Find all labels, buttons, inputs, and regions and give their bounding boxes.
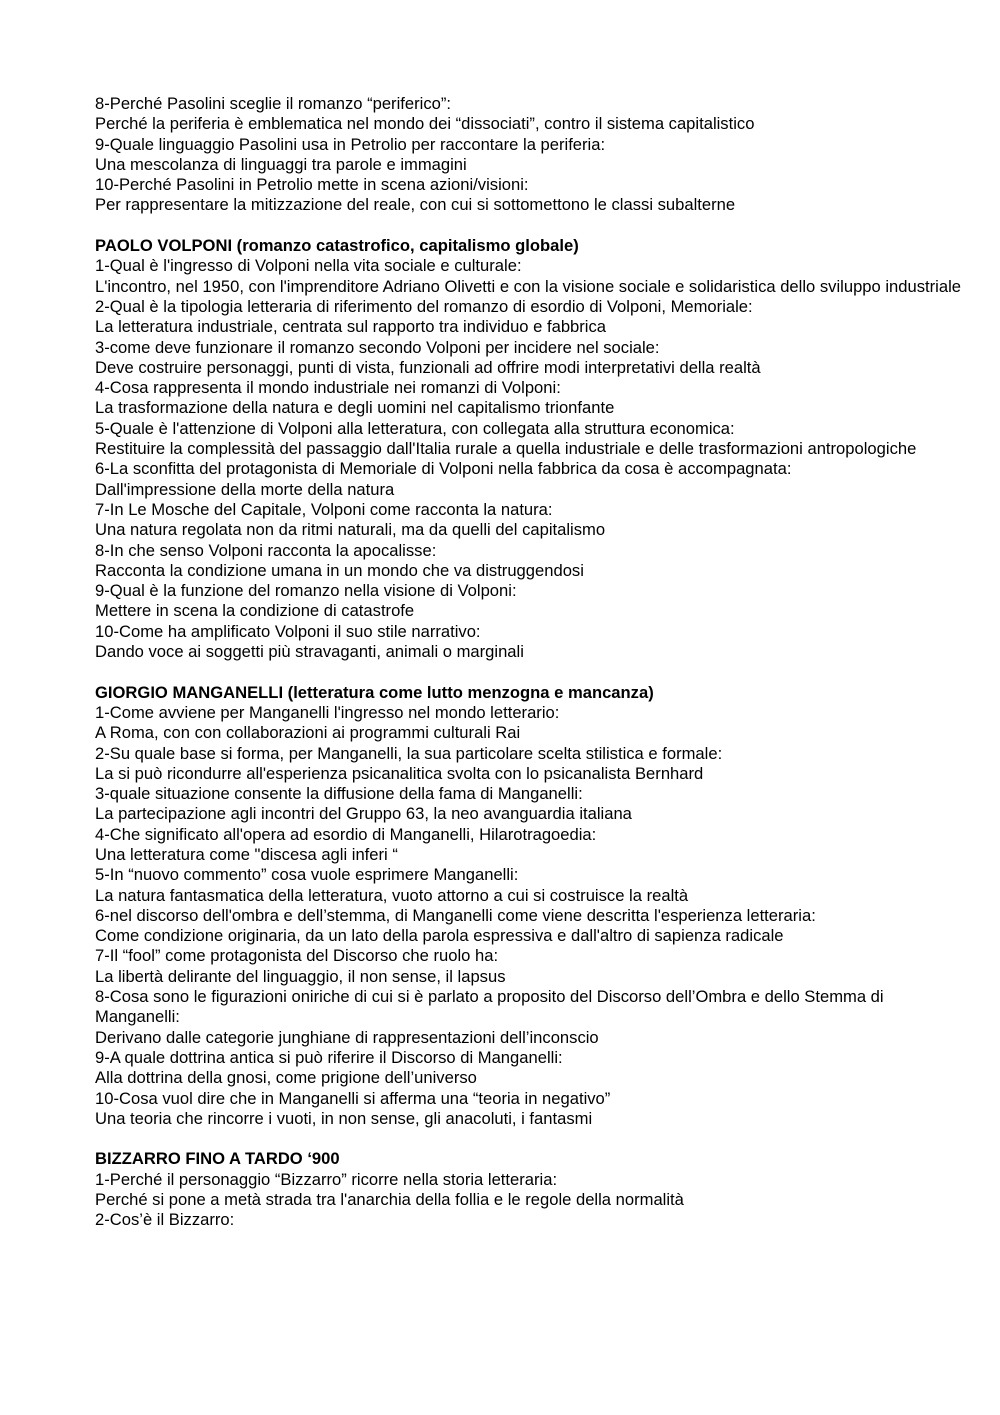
question-line: 7-In Le Mosche del Capitale, Volponi come racconta la natura: <box>95 499 553 519</box>
question-line: 8-In che senso Volponi racconta la apocalisse: <box>95 540 437 560</box>
question-line: 3-come deve funzionare il romanzo secondo Volponi per incidere nel sociale: <box>95 337 660 357</box>
text-line: Una mescolanza di linguaggi tra parole e immagini <box>95 154 467 174</box>
section-spacer <box>95 1129 965 1149</box>
answer-line: Alla dottrina della gnosi, come prigione dell’universo <box>95 1068 477 1088</box>
answer-line: La natura fantasmatica della letteratura, vuoto attorno a cui si costruisce la realtà <box>95 885 689 905</box>
text-line: Per rappresentare la mitizzazione del reale, con cui si sottomettono le classi subalterne <box>95 195 736 215</box>
question-line: 3-quale situazione consente la diffusione della fama di Manganelli: <box>95 784 583 804</box>
text-line: 9-Quale linguaggio Pasolini usa in Petrolio per raccontare la periferia: <box>95 134 606 154</box>
section-heading: BIZZARRO FINO A TARDO ‘900 <box>95 1149 340 1169</box>
question-line: 6-La sconfitta del protagonista di Memoriale di Volponi nella fabbrica da cosa è accompagnata: <box>95 459 792 479</box>
question-line: 1-Come avviene per Manganelli l'ingresso nel mondo letterario: <box>95 702 560 722</box>
answer-line: Racconta la condizione umana in un mondo che va distruggendosi <box>95 560 584 580</box>
answer-line: La libertà delirante del linguaggio, il non sense, il lapsus <box>95 966 506 986</box>
question-line: 8-Cosa sono le figurazioni oniriche di cui si è parlato a proposito del Discorso dell’Ombra e dello Stemma di Manganelli: <box>95 987 884 1027</box>
question-line: 5-Quale è l'attenzione di Volponi alla letteratura, con collegata alla struttura economica: <box>95 418 735 438</box>
answer-line: Dall'impressione della morte della natura <box>95 479 395 499</box>
answer-line: Derivano dalle categorie junghiane di rappresentazioni dell’inconscio <box>95 1027 599 1047</box>
answer-line: Deve costruire personaggi, punti di vista, funzionali ad offrire modi interpretativi della realtà <box>95 357 761 377</box>
section <box>95 1149 965 1230</box>
answer-line: A Roma, con con collaborazioni ai programmi culturali Rai <box>95 723 521 743</box>
question-line: 4-Cosa rappresenta il mondo industriale nei romanzi di Volponi: <box>95 378 561 398</box>
section-spacer <box>95 662 965 682</box>
question-line: 10-Cosa vuol dire che in Manganelli si afferma una “teoria in negativo” <box>95 1088 611 1108</box>
section-heading: PAOLO VOLPONI (romanzo catastrofico, capitalismo globale) <box>95 236 579 256</box>
answer-line: La letteratura industriale, centrata sul rapporto tra individuo e fabbrica <box>95 317 607 337</box>
sections-container <box>95 216 965 1231</box>
question-line: 9-A quale dottrina antica si può riferire il Discorso di Manganelli: <box>95 1047 563 1067</box>
answer-line: Una letteratura come "discesa agli inferi “ <box>95 844 398 864</box>
question-line: 2-Su quale base si forma, per Manganelli, la sua particolare scelta stilistica e formale: <box>95 743 723 763</box>
question-line: 2-Qual è la tipologia letteraria di riferimento del romanzo di esordio di Volponi, Memoriale: <box>95 296 753 316</box>
intro-block <box>95 94 965 216</box>
question-line: 2-Cos’è il Bizzarro: <box>95 1210 235 1230</box>
answer-line: La trasformazione della natura e degli uomini nel capitalismo trionfante <box>95 398 615 418</box>
section-spacer <box>95 216 965 236</box>
question-line: 7-Il “fool” come protagonista del Discorso che ruolo ha: <box>95 946 499 966</box>
text-line: 10-Perché Pasolini in Petrolio mette in scena azioni/visioni: <box>95 175 529 195</box>
section-heading: GIORGIO MANGANELLI (letteratura come lutto menzogna e mancanza) <box>95 682 654 702</box>
answer-line: Restituire la complessità del passaggio dall'Italia rurale a quella industriale e delle trasformazioni antropologiche <box>95 439 917 459</box>
question-line: 6-nel discorso dell'ombra e dell’stemma, di Manganelli come viene descritta l'esperienza letteraria: <box>95 905 816 925</box>
text-line: Perché la periferia è emblematica nel mondo dei “dissociati”, contro il sistema capitalistico <box>95 114 755 134</box>
question-line: 9-Qual è la funzione del romanzo nella visione di Volponi: <box>95 581 517 601</box>
question-line: 4-Che significato all'opera ad esordio di Manganelli, Hilarotragoedia: <box>95 824 597 844</box>
section <box>95 236 965 662</box>
answer-line: Perché si pone a metà strada tra l'anarchia della follia e le regole della normalità <box>95 1190 684 1210</box>
question-line: 10-Come ha amplificato Volponi il suo stile narrativo: <box>95 621 481 641</box>
answer-line: Mettere in scena la condizione di catastrofe <box>95 601 415 621</box>
question-line: 1-Perché il personaggio “Bizzarro” ricorre nella storia letteraria: <box>95 1169 558 1189</box>
answer-line: Una teoria che rincorre i vuoti, in non sense, gli anacoluti, i fantasmi <box>95 1108 593 1128</box>
answer-line: L'incontro, nel 1950, con l'imprenditore Adriano Olivetti e con la visione sociale e solidaristica dello sviluppo industriale <box>95 276 962 296</box>
document-page <box>95 94 965 1231</box>
answer-line: La partecipazione agli incontri del Gruppo 63, la neo avanguardia italiana <box>95 804 632 824</box>
question-line: 1-Qual è l'ingresso di Volponi nella vita sociale e culturale: <box>95 256 522 276</box>
section <box>95 683 965 1130</box>
answer-line: Una natura regolata non da ritmi naturali, ma da quelli del capitalismo <box>95 520 606 540</box>
answer-line: Come condizione originaria, da un lato della parola espressiva e dall'altro di sapienza radicale <box>95 926 784 946</box>
text-line: 8-Perché Pasolini sceglie il romanzo “periferico”: <box>95 94 451 113</box>
answer-line: Dando voce ai soggetti più stravaganti, animali o marginali <box>95 642 524 662</box>
answer-line: La si può ricondurre all'esperienza psicanalitica svolta con lo psicanalista Bernhard <box>95 763 704 783</box>
question-line: 5-In “nuovo commento” cosa vuole esprimere Manganelli: <box>95 865 519 885</box>
